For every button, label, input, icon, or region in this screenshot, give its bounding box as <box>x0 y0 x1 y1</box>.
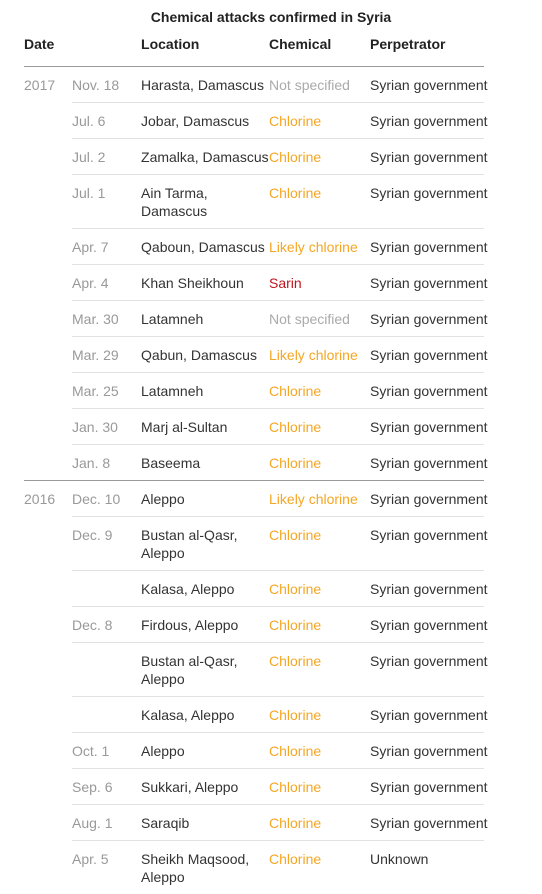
cell-perpetrator: Syrian government <box>370 301 484 337</box>
cell-chemical: Chlorine <box>269 643 370 697</box>
cell-perpetrator: Syrian government <box>370 733 484 769</box>
cell-day: Dec. 8 <box>72 607 141 643</box>
table-row <box>24 607 484 643</box>
table-row <box>24 229 484 265</box>
cell-day: Aug. 1 <box>72 805 141 841</box>
header-location: Location <box>141 30 269 67</box>
table-header-row <box>24 30 484 67</box>
cell-day: Dec. 9 <box>72 517 141 571</box>
cell-year <box>24 103 72 139</box>
cell-chemical: Chlorine <box>269 769 370 805</box>
cell-chemical: Chlorine <box>269 445 370 481</box>
cell-location: Sheikh Maqsood, Aleppo <box>141 841 269 894</box>
cell-year <box>24 733 72 769</box>
cell-day <box>72 643 141 697</box>
cell-location: Baseema <box>141 445 269 481</box>
cell-perpetrator: Syrian government <box>370 103 484 139</box>
cell-perpetrator: Syrian government <box>370 337 484 373</box>
cell-year: 2016 <box>24 481 72 517</box>
table-row <box>24 409 484 445</box>
cell-chemical: Chlorine <box>269 139 370 175</box>
cell-location: Zamalka, Damascus <box>141 139 269 175</box>
table-row <box>24 373 484 409</box>
cell-perpetrator: Syrian government <box>370 805 484 841</box>
cell-perpetrator: Syrian government <box>370 481 484 517</box>
cell-chemical: Likely chlorine <box>269 481 370 517</box>
attacks-table <box>24 30 484 894</box>
cell-day: Jan. 8 <box>72 445 141 481</box>
cell-perpetrator: Syrian government <box>370 409 484 445</box>
table-row <box>24 445 484 481</box>
cell-day <box>72 697 141 733</box>
header-date: Date <box>24 30 141 67</box>
table-row <box>24 571 484 607</box>
cell-location: Kalasa, Aleppo <box>141 571 269 607</box>
cell-year <box>24 607 72 643</box>
cell-chemical: Chlorine <box>269 805 370 841</box>
cell-chemical: Not specified <box>269 67 370 103</box>
cell-day: Oct. 1 <box>72 733 141 769</box>
header-perpetrator: Perpetrator <box>370 30 484 67</box>
cell-year <box>24 643 72 697</box>
table-row <box>24 733 484 769</box>
cell-perpetrator: Syrian government <box>370 697 484 733</box>
cell-chemical: Chlorine <box>269 373 370 409</box>
cell-day: Nov. 18 <box>72 67 141 103</box>
table-row <box>24 517 484 571</box>
cell-day: Mar. 25 <box>72 373 141 409</box>
cell-day: Dec. 10 <box>72 481 141 517</box>
cell-perpetrator: Syrian government <box>370 229 484 265</box>
cell-location: Qabun, Damascus <box>141 337 269 373</box>
cell-location: Ain Tarma, Damascus <box>141 175 269 229</box>
cell-year <box>24 139 72 175</box>
cell-location: Harasta, Damascus <box>141 67 269 103</box>
cell-year <box>24 265 72 301</box>
cell-perpetrator: Syrian government <box>370 373 484 409</box>
cell-year <box>24 769 72 805</box>
cell-perpetrator: Syrian government <box>370 445 484 481</box>
cell-location: Jobar, Damascus <box>141 103 269 139</box>
cell-day <box>72 571 141 607</box>
table-row <box>24 481 484 517</box>
table-row <box>24 265 484 301</box>
cell-perpetrator: Syrian government <box>370 769 484 805</box>
cell-location: Firdous, Aleppo <box>141 607 269 643</box>
cell-day: Apr. 4 <box>72 265 141 301</box>
cell-year <box>24 571 72 607</box>
cell-chemical: Chlorine <box>269 733 370 769</box>
header-chemical: Chemical <box>269 30 370 67</box>
cell-chemical: Chlorine <box>269 517 370 571</box>
cell-location: Sukkari, Aleppo <box>141 769 269 805</box>
cell-location: Khan Sheikhoun <box>141 265 269 301</box>
cell-year <box>24 229 72 265</box>
cell-chemical: Sarin <box>269 265 370 301</box>
table-row <box>24 301 484 337</box>
table-row <box>24 643 484 697</box>
table-row <box>24 139 484 175</box>
table-row <box>24 67 484 103</box>
cell-location: Aleppo <box>141 733 269 769</box>
cell-chemical: Chlorine <box>269 841 370 894</box>
cell-location: Latamneh <box>141 301 269 337</box>
cell-year <box>24 301 72 337</box>
cell-location: Aleppo <box>141 481 269 517</box>
cell-year <box>24 409 72 445</box>
cell-chemical: Likely chlorine <box>269 337 370 373</box>
cell-chemical: Chlorine <box>269 697 370 733</box>
table-row <box>24 103 484 139</box>
cell-chemical: Likely chlorine <box>269 229 370 265</box>
cell-day: Mar. 29 <box>72 337 141 373</box>
cell-perpetrator: Syrian government <box>370 517 484 571</box>
cell-day: Jul. 6 <box>72 103 141 139</box>
cell-perpetrator: Syrian government <box>370 67 484 103</box>
cell-location: Qaboun, Damascus <box>141 229 269 265</box>
cell-location: Marj al-Sultan <box>141 409 269 445</box>
chart-title: Chemical attacks confirmed in Syria <box>0 0 542 30</box>
cell-chemical: Chlorine <box>269 175 370 229</box>
cell-day: Mar. 30 <box>72 301 141 337</box>
table-row <box>24 337 484 373</box>
cell-year <box>24 805 72 841</box>
cell-day: Jul. 2 <box>72 139 141 175</box>
cell-location: Bustan al-Qasr, Aleppo <box>141 517 269 571</box>
cell-perpetrator: Syrian government <box>370 643 484 697</box>
cell-chemical: Chlorine <box>269 103 370 139</box>
table-row <box>24 805 484 841</box>
cell-perpetrator: Unknown <box>370 841 484 894</box>
table-row <box>24 769 484 805</box>
cell-day: Jan. 30 <box>72 409 141 445</box>
cell-perpetrator: Syrian government <box>370 607 484 643</box>
cell-year <box>24 697 72 733</box>
cell-year <box>24 517 72 571</box>
cell-perpetrator: Syrian government <box>370 175 484 229</box>
cell-year <box>24 373 72 409</box>
table-row <box>24 841 484 894</box>
cell-day: Apr. 7 <box>72 229 141 265</box>
cell-location: Latamneh <box>141 373 269 409</box>
cell-chemical: Chlorine <box>269 571 370 607</box>
cell-year <box>24 337 72 373</box>
cell-year: 2017 <box>24 67 72 103</box>
cell-day: Jul. 1 <box>72 175 141 229</box>
cell-chemical: Chlorine <box>269 409 370 445</box>
cell-location: Kalasa, Aleppo <box>141 697 269 733</box>
table-row <box>24 697 484 733</box>
cell-location: Saraqib <box>141 805 269 841</box>
cell-year <box>24 175 72 229</box>
cell-chemical: Chlorine <box>269 607 370 643</box>
cell-chemical: Not specified <box>269 301 370 337</box>
cell-location: Bustan al-Qasr, Aleppo <box>141 643 269 697</box>
table-row <box>24 175 484 229</box>
cell-year <box>24 445 72 481</box>
cell-perpetrator: Syrian government <box>370 139 484 175</box>
cell-year <box>24 841 72 894</box>
cell-day: Sep. 6 <box>72 769 141 805</box>
cell-perpetrator: Syrian government <box>370 571 484 607</box>
cell-day: Apr. 5 <box>72 841 141 894</box>
cell-perpetrator: Syrian government <box>370 265 484 301</box>
